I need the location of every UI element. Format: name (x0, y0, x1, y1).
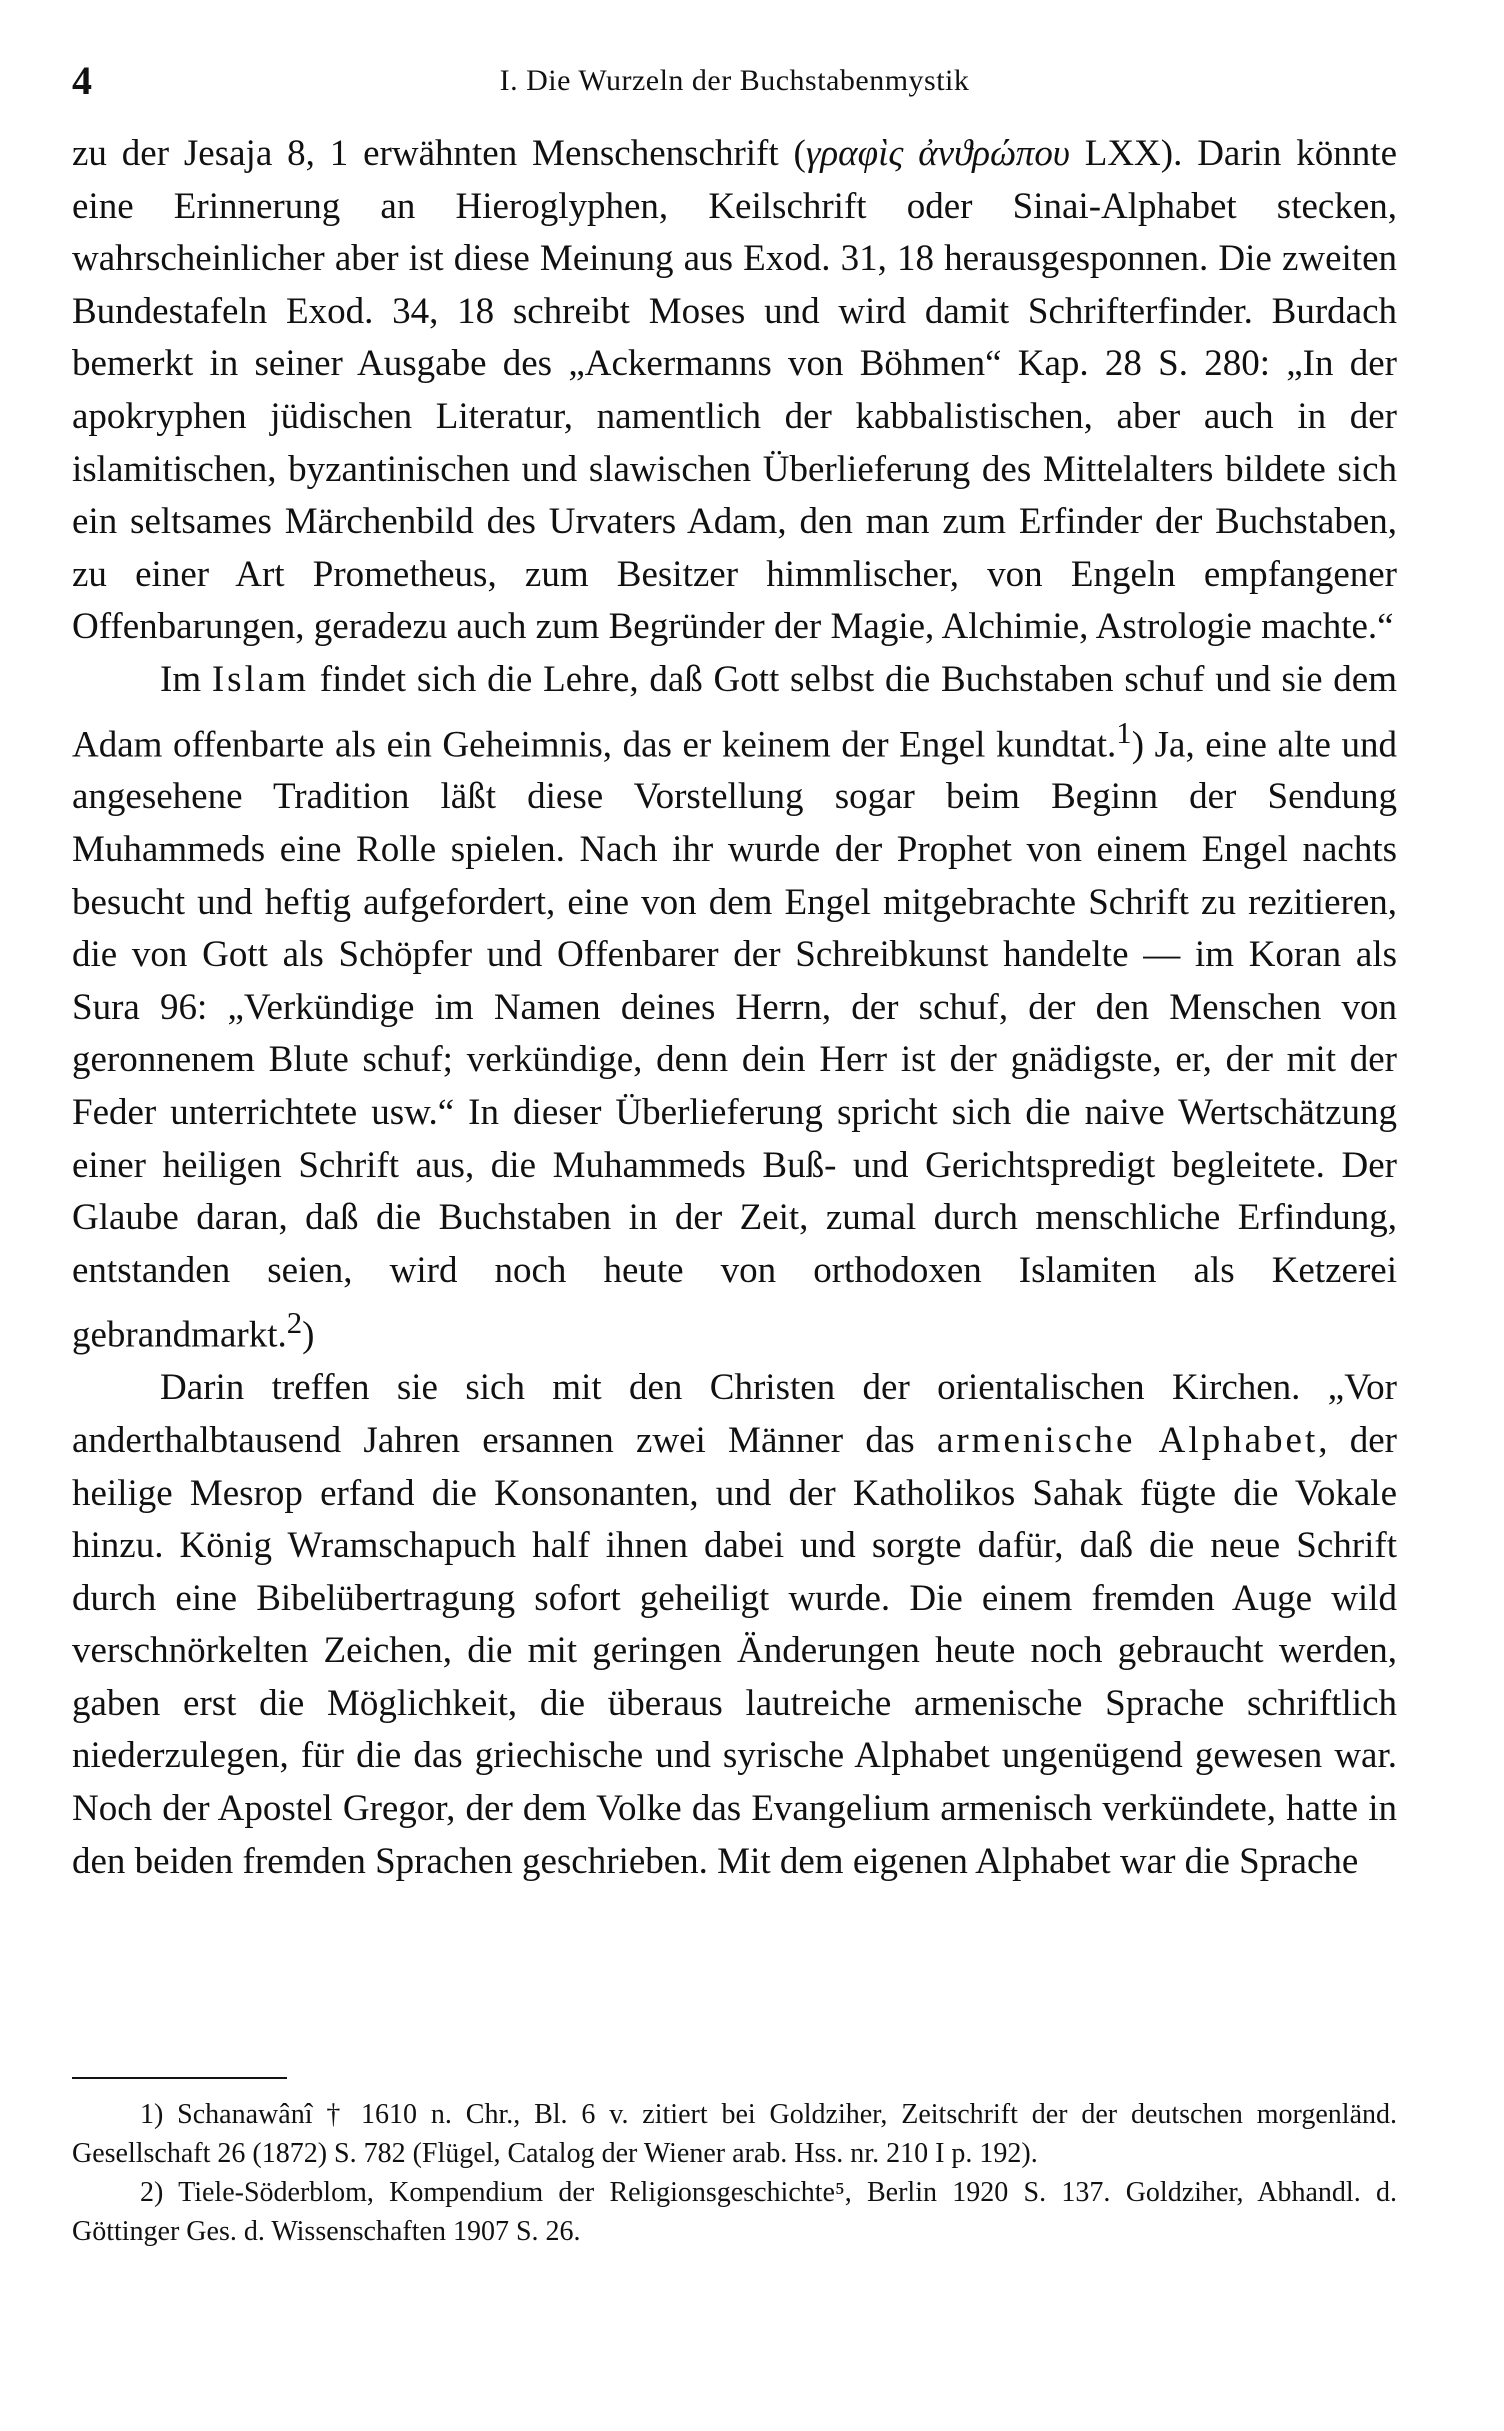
footnote-2: 2) Tiele-Söderblom, Kompendium der Religionsgeschichte⁵, Berlin 1920 S. 137. Goldziher, Abhandl. d. Göttinger Ges. d. Wissenschaften 1907 S. 26. (72, 2177, 1397, 2247)
text-run: zu der Jesaja 8, 1 erwähnten Menschenschrift ( (72, 133, 806, 174)
body-text (72, 128, 1397, 1888)
page-number: 4 (72, 58, 92, 103)
footnote-ref: 2 (286, 1306, 303, 1341)
footnote-divider (72, 2077, 287, 2079)
page-header (72, 56, 1397, 106)
text-run: ) (302, 1314, 315, 1356)
paragraph (72, 1362, 1397, 1888)
text-run: Darin treffen sie sich mit den Christen der orientalischen Kirchen. „Vor anderthalbtausend Jahren ersannen zwei Männer das (72, 1367, 1397, 1461)
footnote-1: 1) Schanawânî † 1610 n. Chr., Bl. 6 v. zitiert bei Goldziher, Zeitschrift der der deutschen morgenländ. Gesellschaft 26 (1872) S. 782 (Flügel, Catalog der Wiener arab. Hss. nr. 210 I p. 192). (72, 2099, 1397, 2169)
paragraph (72, 128, 1397, 654)
paragraph (72, 654, 1397, 1362)
footnote-ref: 1 (1116, 715, 1132, 750)
text-run: Im (160, 658, 212, 700)
spaced-emphasis: armenische Alphabet (936, 1419, 1319, 1461)
footnotes (72, 2095, 1397, 2251)
text-run: findet sich die Lehre, daß Gott selbst die Buchstaben schuf und sie dem Adam offenbarte als ein Geheimnis, das er keinem der Engel kundtat. (72, 658, 1397, 765)
spaced-emphasis: Islam (211, 658, 310, 700)
text-run: ) Ja, eine alte und angesehene Tradition läßt diese Vorstellung sogar beim Beginn der Sendung Muhammeds eine Rolle spielen. Nach ihr wurde der Prophet von einem Engel nachts besucht und heftig aufgefordert, eine von dem Engel mitgebrachte Schrift zu rezitieren, die von Gott als Schöpfer und Offenbarer der Schreibkunst handelte — im Koran als Sura 96: „Verkündige im Namen deines Herrn, der schuf, der den Menschen von geronnenem Blute schuf; verkündige, denn dein Herr ist der gnädigste, er, der mit der Feder unterrichtete usw.“ In dieser Überlieferung spricht sich die naive Wertschätzung einer heiligen Schrift aus, die Muhammeds Buß- und Gerichtspredigt begleitete. Der Glaube daran, daß die Buchstaben in der Zeit, zumal durch menschliche Erfindung, entstanden seien, wird noch heute von orthodoxen Islamiten als Ketzerei gebrandmarkt. (72, 723, 1398, 1356)
text-run: LXX). Darin könnte eine Erinnerung an Hieroglyphen, Keilschrift oder Sinai-Alphabet stecken, wahrscheinlicher aber ist diese Meinung aus Exod. 31, 18 herausgesponnen. Die zweiten Bundestafeln Exod. 34, 18 schreibt Moses und wird damit Schrifterfinder. Burdach bemerkt in seiner Ausgabe des „Ackermanns von Böhmen“ Kap. 28 S. 280: „In der apokryphen jüdischen Literatur, namentlich der kabbalistischen, aber auch in der islamitischen, byzantinischen und slawischen Überlieferung des Mittelalters bildete sich ein seltsames Märchenbild des Urvaters Adam, den man zum Erfinder der Buchstaben, zu einer Art Prometheus, zum Besitzer himmlischer, von Engeln empfangener Offenbarungen, geradezu auch zum Begründer der Magie, Alchimie, Astrologie machte.“ (72, 133, 1398, 648)
greek-text: γραφὶς ἀνϑρώπου (805, 133, 1070, 174)
running-head: I. Die Wurzeln der Buchstabenmystik (499, 64, 970, 97)
text-run: , der heilige Mesrop erfand die Konsonanten, und der Katholikos Sahak fügte die Vokale hinzu. König Wramschapuch half ihnen dabei und sorgte dafür, daß die neue Schrift durch eine Bibelübertragung sofort geheiligt wurde. Die einem fremden Auge wild verschnörkelten Zeichen, die mit geringen Änderungen heute noch gebraucht werden, gaben erst die Möglichkeit, die überaus lautreiche armenische Sprache schriftlich niederzulegen, für die das griechische und syrische Alphabet ungenügend gewesen war. Noch der Apostel Gregor, der dem Volke das Evangelium armenisch verkündete, hatte in den beiden fremden Sprachen geschrieben. Mit dem eigenen Alphabet war die Sprache (72, 1419, 1397, 1882)
